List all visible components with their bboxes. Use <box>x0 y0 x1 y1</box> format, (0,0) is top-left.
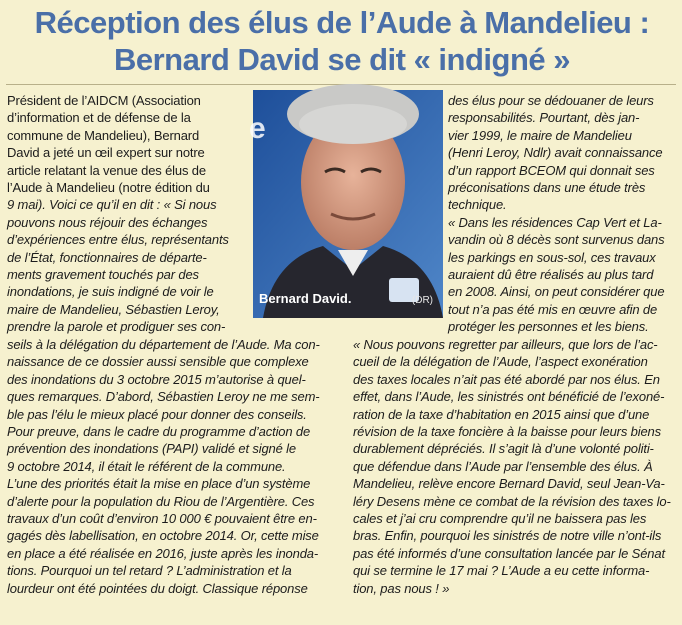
text-line: cueil de la délégation de l’Aude, l’aspect exonération <box>353 354 648 370</box>
text-line: technique. <box>448 197 507 213</box>
text-line: 9 mai). Voici ce qu’il en dit : « Si nous <box>7 197 217 213</box>
text-line: prendre la parole et prodiguer ses con- <box>7 319 226 335</box>
text-line: des élus pour se dédouaner de leurs <box>448 93 654 108</box>
text-line: préconisations dans une étude très <box>448 180 646 196</box>
text-line: inondations, je suis indigné de voir le <box>7 284 214 300</box>
text-line: L’une des priorités était la mise en place d’un système <box>7 476 311 492</box>
text-line: d’information et de défense de la <box>7 110 191 126</box>
headline-line-1: Réception des élus de l’Aude à Mandelieu : <box>34 5 650 40</box>
text-line: tions. Pourquoi un tel retard ? L’administration et la <box>7 563 292 579</box>
text-line: d’un rapport BCEOM qui donnait ses <box>448 162 655 178</box>
text-line: « Dans les résidences Cap Vert et La- <box>448 214 662 230</box>
portrait-image <box>249 90 443 318</box>
photo-caption-name: Bernard David. <box>259 291 352 306</box>
text-line: de l’État, fonctionnaires de départe- <box>7 249 207 265</box>
text-line: lourdeur ont été pointées du doigt. Classique réponse <box>7 580 308 596</box>
text-line: bras. Enfin, pourquoi les sinistrés de notre ville n’ont-ils <box>353 528 662 544</box>
text-line: des inondations du 3 octobre 2015 m’autorise à quel- <box>7 371 306 387</box>
article-column-wide-right <box>353 336 671 597</box>
article-column-left <box>7 92 229 336</box>
text-line: l’Aude à Mandelieu (notre édition du <box>7 180 210 196</box>
text-line: gagés dès labellisation, en octobre 2014. Or, cette mise <box>7 528 319 544</box>
text-line: révision de la taxe foncière à la baisse pour leurs biens <box>353 424 661 440</box>
text-line: en place a été réalisée en 2016, juste après les inonda- <box>7 545 319 561</box>
text-line: prévention des inondations (PAPI) validé et signé le <box>7 441 296 457</box>
text-line: responsabilités. Pourtant, dès jan- <box>448 110 640 126</box>
text-line: des taxes locales n’ait pas été abordé par nos élus. En <box>353 371 660 387</box>
text-line: tion, pas nous ! » <box>353 580 450 596</box>
text-line: ration de la taxe d’habitation en 2015 ainsi que d’une <box>353 406 650 422</box>
text-line: ques remarques. D’abord, Sébastien Leroy ne me sem- <box>7 389 320 405</box>
text-line: pouvons nous réjouir des échanges <box>7 214 208 230</box>
text-line: auraient dû être réalisés au plus tard <box>448 267 654 283</box>
text-line: Mandelieu, relève encore Bernard David, seul Jean-Va- <box>353 476 665 492</box>
article-headline <box>8 4 676 78</box>
text-line: protéger les personnes et les biens. <box>448 319 649 335</box>
text-line: travaux d’un coût d’environ 10 000 € pouvaient être en- <box>7 511 317 527</box>
text-line: (Henri Leroy, Ndlr) avait connaissance <box>448 145 663 161</box>
text-line: d’alerte pour la population du Riou de l’Argentière. Ces <box>7 493 315 509</box>
text-line: seils à la délégation du département de l’Aude. Ma con- <box>7 337 320 352</box>
text-line: ble pas l’élu le mieux placé pour donner des conseils. <box>7 406 307 422</box>
svg-text:e: e <box>249 112 266 145</box>
text-line: cales et j’ai cru comprendre qu’il ne baissera pas les <box>353 511 647 527</box>
headline-line-2: Bernard David se dit « indigné » <box>113 42 570 77</box>
text-line: 9 octobre 2014, il était le référent de la commune. <box>7 458 286 474</box>
portrait-photo <box>249 90 443 318</box>
text-line: vandin où 8 décès sont survenus dans <box>448 232 665 248</box>
text-line: pas été informés d’une consultation lancée par le Sénat <box>353 545 665 561</box>
text-line: tout n’a pas été mis en œuvre afin de <box>448 301 658 317</box>
text-line: qui se termine le 17 mai ? L’Aude a eu cette informa- <box>353 563 650 579</box>
text-line: commune de Mandelieu), Bernard <box>7 127 200 143</box>
text-line: vier 1999, le maire de Mandelieu <box>448 127 632 143</box>
text-line: Pour preuve, dans le cadre du programme d’action de <box>7 424 311 440</box>
text-line: naissance de ce dossier aussi sensible que complexe <box>7 354 309 370</box>
text-line: d’expériences entre élus, représentants <box>7 232 229 248</box>
text-line: en 2008. Ainsi, on peut considérer que <box>448 284 665 300</box>
text-line: que défendue dans l’Aude par l’ensemble des élus. À <box>353 458 653 474</box>
photo-credit: (DR) <box>411 295 433 306</box>
text-line: ments gravement touchés par des <box>7 267 199 283</box>
text-line: léry Desens mène ce combat de la révision des taxes lo- <box>353 493 671 509</box>
text-line: « Nous pouvons regretter par ailleurs, que lors de l’ac- <box>353 337 658 352</box>
text-line: effet, dans l’Aude, les sinistrés ont bénéficié de l’exoné- <box>353 389 665 405</box>
text-line: maire de Mandelieu, Sébastien Leroy, <box>7 301 220 317</box>
text-line: durablement dépréciés. Il s’agit là d’une volonté politi- <box>353 441 654 457</box>
article-column-right <box>448 92 664 336</box>
text-line: les parkings en sous-sol, ces travaux <box>448 249 656 265</box>
article-column-wide-left <box>7 336 320 597</box>
text-line: Président de l’AIDCM (Association <box>7 93 201 108</box>
text-line: article relatant la venue des élus de <box>7 162 206 178</box>
text-line: David a jeté un œil expert sur notre <box>7 145 205 161</box>
